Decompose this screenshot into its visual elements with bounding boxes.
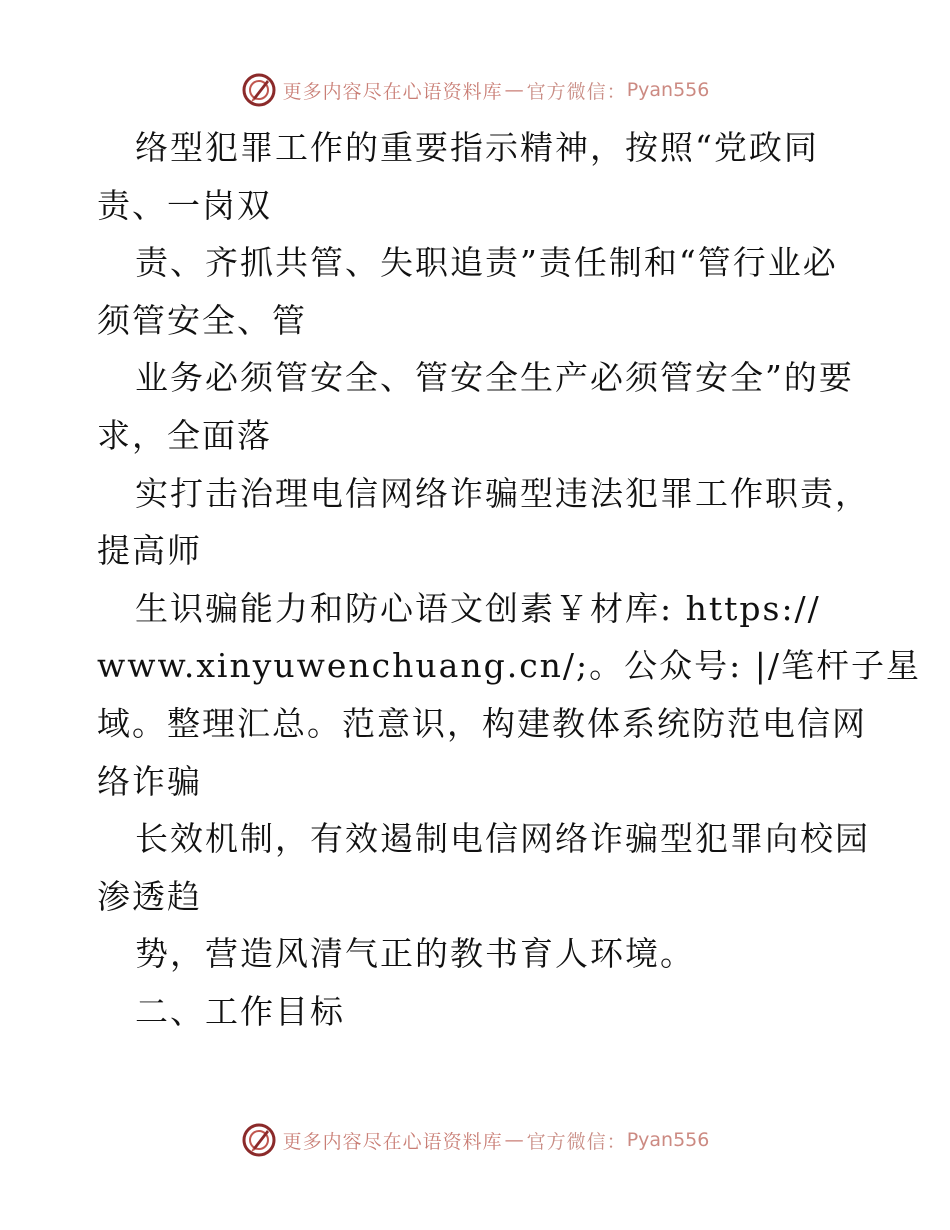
text-line: 责、齐抓共管、失职追责”责任制和“管行业必 — [135, 243, 838, 283]
footer-wechat-label: 官方微信： — [526, 1130, 627, 1153]
document-body — [97, 119, 922, 1041]
text-line: 须管安全、管 — [97, 300, 307, 340]
text-line: 络诈骗 — [97, 761, 202, 801]
text-line: 求，全面落 — [97, 415, 272, 455]
header-brand-text: 更多内容尽在心语资料库 — [282, 80, 503, 103]
text-line: 责、一岗双 — [97, 185, 272, 225]
text-line: 络型犯罪工作的重要指示精神，按照“党政同 — [135, 128, 819, 167]
header-wechat-label: 官方微信： — [526, 80, 627, 103]
text-line: 实打击治理电信网络诈骗型违法犯罪工作职责， — [135, 473, 870, 513]
text-line: 业务必须管安全、管安全生产必须管安全”的要 — [135, 358, 854, 398]
text-line: www.xinyuwenchuang.cn/;。公众号: |/笔杆子星 — [97, 646, 922, 686]
text-line: 提高师 — [97, 531, 202, 571]
header-wechat-id: Pyan556 — [626, 79, 710, 101]
text-line: 渗透趋 — [97, 876, 202, 916]
text-line: 二、工作目标 — [135, 991, 345, 1031]
footer-banner — [0, 1120, 950, 1160]
footer-brand-text: 更多内容尽在心语资料库 — [282, 1130, 503, 1153]
brand-logo-icon — [241, 72, 277, 108]
header-banner — [0, 70, 950, 110]
text-line: 势，营造风清气正的教书育人环境。 — [135, 934, 695, 974]
header-separator: — — [504, 79, 525, 101]
footer-wechat-id: Pyan556 — [626, 1129, 710, 1151]
footer-separator: — — [504, 1129, 525, 1151]
text-line: 域。整理汇总。范意识，构建教体系统防范电信网 — [97, 703, 867, 743]
brand-logo-icon — [241, 1122, 277, 1158]
text-line: 长效机制，有效遏制电信网络诈骗型犯罪向校园 — [135, 819, 870, 859]
text-line: 生识骗能力和防心语文创素￥材库: https:// — [135, 588, 821, 628]
